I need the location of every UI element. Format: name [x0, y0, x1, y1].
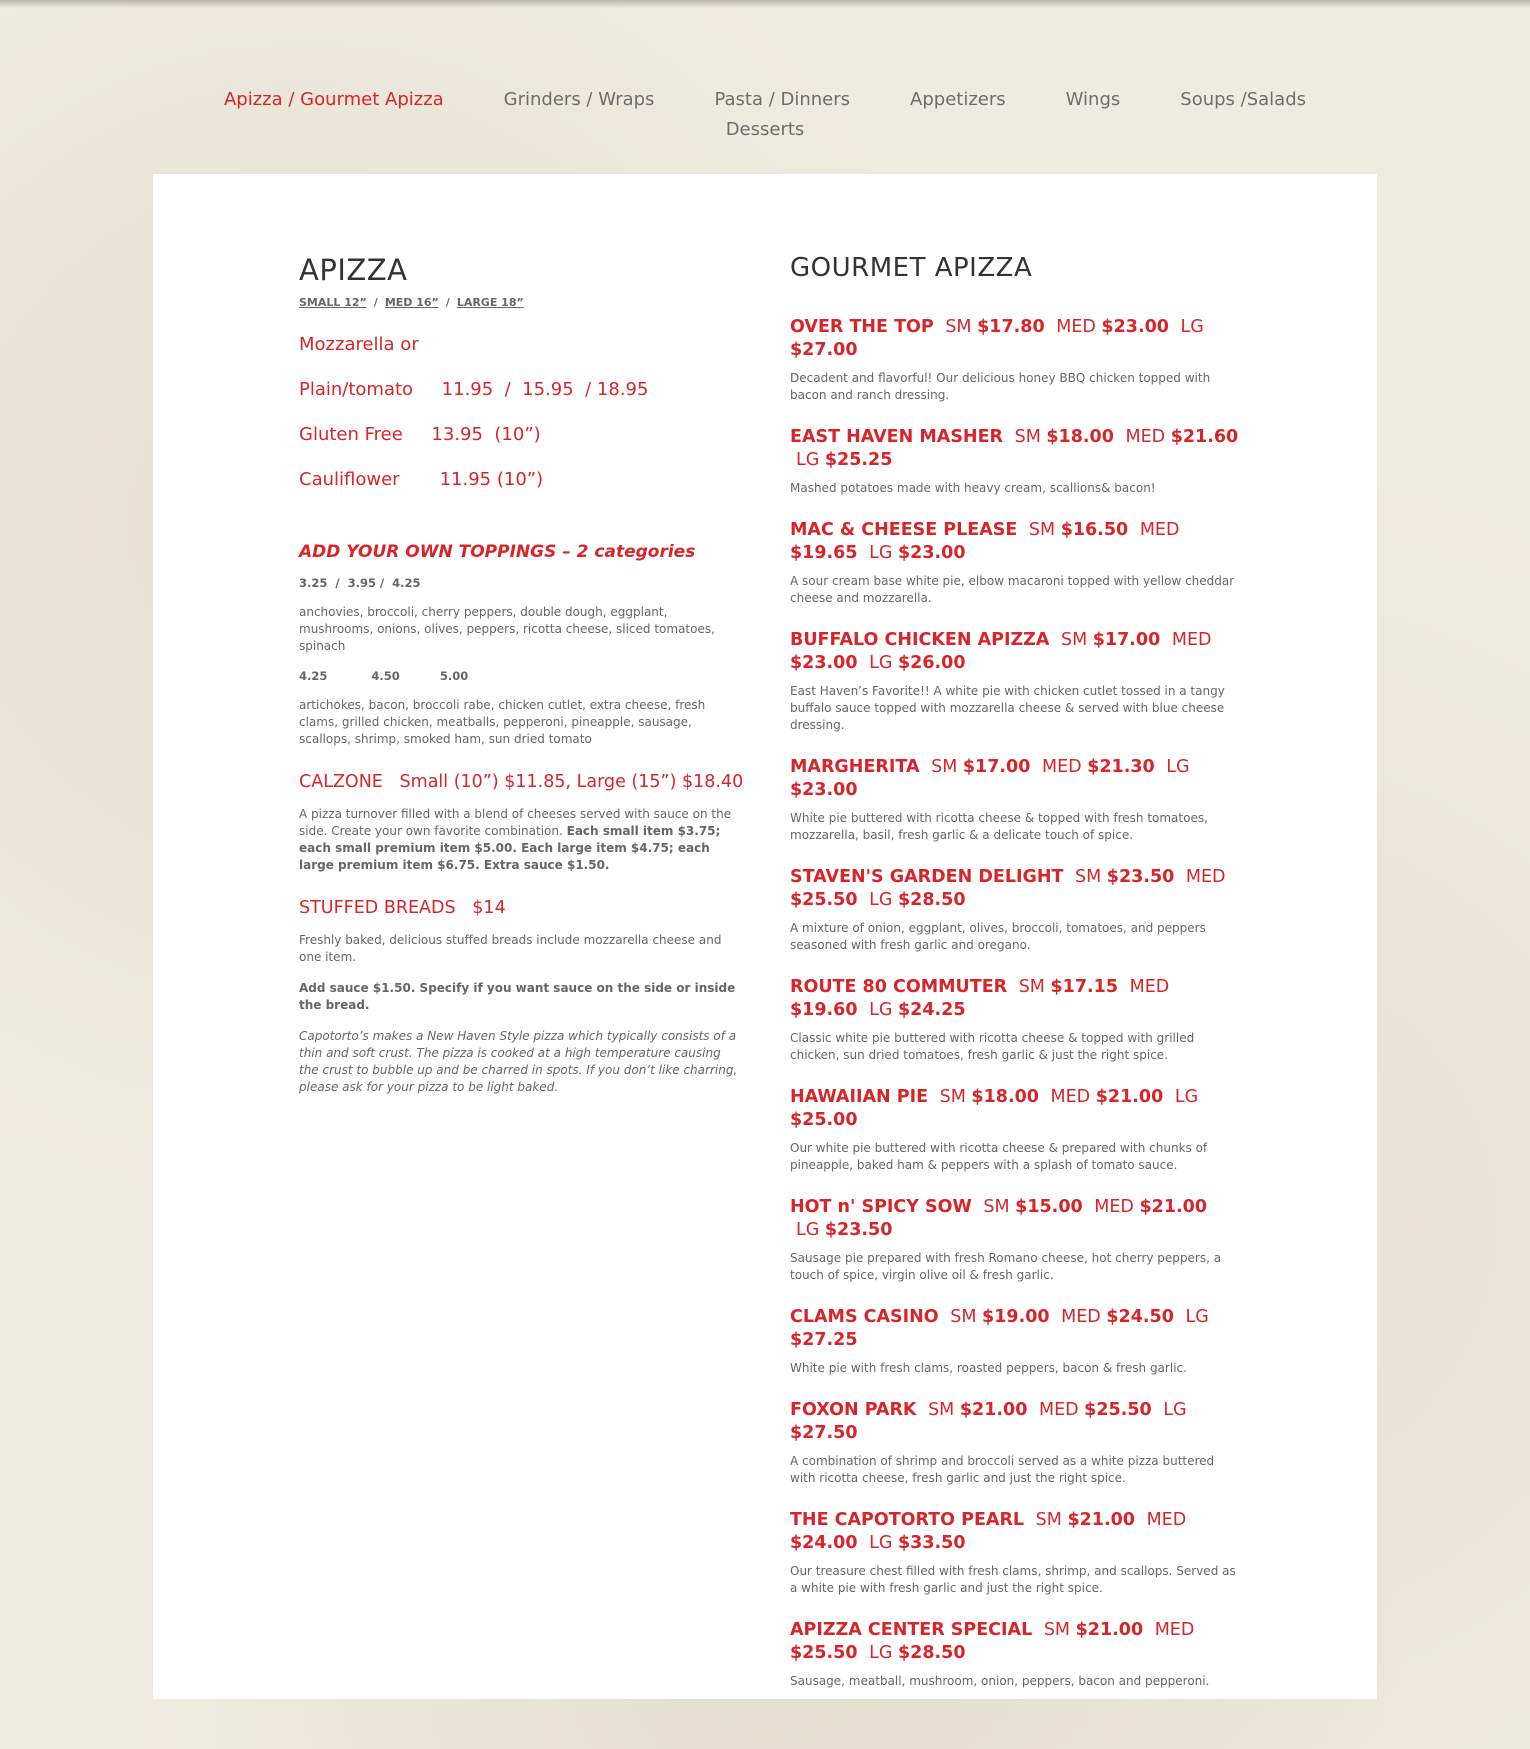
price-lg: $24.25 [897, 1000, 966, 1020]
size-label-med: MED [1185, 867, 1226, 887]
gourmet-item-description: White pie buttered with ricotta cheese & topped with fresh tomatoes, mozzarella, basil, fresh garlic & a delicate touch of spice. [790, 811, 1208, 842]
gourmet-list [790, 316, 1240, 1690]
gourmet-item-name: MAC & CHEESE PLEASE [790, 520, 1018, 540]
toppings-tier2-items: artichokes, bacon, broccoli rabe, chicken cutlet, extra cheese, fresh clams, grilled chicken, meatballs, pepperoni, pineapple, sausage, scallops, shrimp, smoked ham, sun dried tomato [299, 698, 706, 746]
size-label-med: MED [1038, 1400, 1085, 1420]
price-sm: $18.00 [971, 1087, 1039, 1107]
size-label-lg: LG [869, 1643, 898, 1663]
gourmet-item-name: STAVEN'S GARDEN DELIGHT [790, 867, 1064, 887]
price-sm: $17.00 [962, 757, 1031, 777]
gourmet-item-name: CLAMS CASINO [790, 1307, 939, 1327]
stuffed-breads-heading: STUFFED BREADS $14 [299, 898, 506, 918]
base-gluten-free: Gluten Free 13.95 (10”) [299, 424, 541, 445]
size-large: LARGE 18” [456, 296, 524, 309]
price-lg: $25.25 [824, 450, 893, 470]
price-med: $21.60 [1170, 427, 1239, 447]
calzone-desc-text: A pizza turnover filled with a blend of cheeses served with sauce on the side. Create your own favorite combination. [299, 807, 732, 838]
menu-category-nav [0, 88, 1530, 142]
size-label-lg: LG [869, 1533, 898, 1553]
size-label-sm: SM [950, 1307, 983, 1327]
size-label-sm: SM [931, 757, 963, 777]
nav-item-appetizers[interactable]: Appetizers [910, 89, 1006, 110]
size-label-sm: SM [1043, 1620, 1076, 1640]
gourmet-item-description: Mashed potatoes made with heavy cream, scallions& bacon! [790, 481, 1156, 495]
price-lg: $28.50 [897, 890, 966, 910]
gourmet-item-name: ROUTE 80 COMMUTER [790, 977, 1008, 997]
nav-item-desserts[interactable]: Desserts [725, 119, 805, 140]
size-label-med: MED [1125, 427, 1171, 447]
price-lg: $27.50 [790, 1423, 858, 1443]
size-label-med: MED [1154, 1620, 1195, 1640]
gourmet-item-description: Classic white pie buttered with ricotta cheese & topped with grilled chicken, sun dried tomatoes, fresh garlic & just the right spice. [790, 1031, 1195, 1062]
gourmet-item-description: East Haven’s Favorite!! A white pie with chicken cutlet tossed in a tangy buffalo sauce topped with mozzarella cheese & served with blue cheese dressing. [790, 684, 1225, 732]
gourmet-item-name: OVER THE TOP [790, 317, 934, 337]
price-sm: $16.50 [1060, 520, 1129, 540]
size-label-sm: SM [1028, 520, 1061, 540]
base-cauliflower: Cauliflower 11.95 (10”) [299, 469, 544, 490]
size-label-lg: LG [1180, 317, 1204, 337]
price-med: $24.50 [1106, 1307, 1174, 1327]
price-lg: $27.00 [790, 340, 858, 360]
toppings-tier1-items: anchovies, broccoli, cherry peppers, double dough, eggplant, mushrooms, onions, olives, peppers, ricotta cheese, sliced tomatoes, spinach [299, 605, 715, 653]
size-label-lg: LG [796, 1220, 825, 1240]
size-label-sm: SM [928, 1400, 960, 1420]
size-label-med: MED [1061, 1307, 1107, 1327]
size-label-med: MED [1056, 317, 1102, 337]
nav-item-grinders[interactable]: Grinders / Wraps [503, 89, 655, 110]
nav-item-soups-salads[interactable]: Soups /Salads [1180, 89, 1307, 110]
size-label-med: MED [1129, 977, 1170, 997]
size-label-med: MED [1050, 1087, 1096, 1107]
apizza-column [299, 252, 744, 1096]
gourmet-item-name: MARGHERITA [790, 757, 920, 777]
gourmet-item-name: HOT n' SPICY SOW [790, 1197, 972, 1217]
size-label-med: MED [1041, 757, 1088, 777]
size-label-med: MED [1094, 1197, 1140, 1217]
gourmet-item-heading [790, 1306, 1240, 1352]
price-lg: $23.00 [897, 543, 966, 563]
gourmet-item-description: Sausage, meatball, mushroom, onion, peppers, bacon and pepperoni. [790, 1674, 1210, 1688]
size-label-sm: SM [939, 1087, 972, 1107]
price-sm: $21.00 [1067, 1510, 1135, 1530]
price-lg: $23.00 [790, 780, 858, 800]
size-label-lg: LG [1174, 1087, 1199, 1107]
nav-row-primary [0, 88, 1530, 112]
size-label-lg: LG [869, 543, 898, 563]
gourmet-item-name: BUFFALO CHICKEN APIZZA [790, 630, 1050, 650]
size-label-lg: LG [1185, 1307, 1209, 1327]
base-plain-tomato: Plain/tomato 11.95 / 15.95 / 18.95 [299, 379, 649, 400]
stuffed-breads-description: Freshly baked, delicious stuffed breads include mozzarella cheese and one item. [299, 933, 722, 964]
gourmet-item-description: A sour cream base white pie, elbow macaroni topped with yellow cheddar cheese and mozzarella. [790, 574, 1235, 605]
gourmet-item-heading [790, 756, 1240, 802]
size-med: MED 16” [384, 296, 439, 309]
size-label-med: MED [1146, 1510, 1187, 1530]
gourmet-item-heading [790, 1196, 1240, 1242]
gourmet-item-name: HAWAIIAN PIE [790, 1087, 929, 1107]
gourmet-item-description: Decadent and flavorful! Our delicious honey BBQ chicken topped with bacon and ranch dressing. [790, 371, 1211, 402]
nav-item-wings[interactable]: Wings [1065, 89, 1121, 110]
size-label-lg: LG [869, 653, 898, 673]
gourmet-item-description: Sausage pie prepared with fresh Romano cheese, hot cherry peppers, a touch of spice, virgin olive oil & fresh garlic. [790, 1251, 1222, 1282]
toppings-tier2-prices: 4.25 4.50 5.00 [299, 669, 469, 683]
size-label-med: MED [1139, 520, 1180, 540]
price-sm: $23.50 [1106, 867, 1175, 887]
price-med: $25.50 [790, 890, 858, 910]
price-lg: $28.50 [897, 1643, 966, 1663]
toppings-tier1-prices: 3.25 / 3.95 / 4.25 [299, 576, 421, 590]
price-sm: $17.80 [977, 317, 1045, 337]
new-haven-style-note: Capotorto’s makes a New Haven Style pizza which typically consists of a thin and soft crust. The pizza is cooked at a high temperature causing the crust to bubble up and be charred in spots. If you don’t like charring, please ask for your pizza to be light baked. [299, 1029, 738, 1094]
price-med: $24.00 [790, 1533, 858, 1553]
gourmet-item-description: Our treasure chest filled with fresh clams, shrimp, and scallops. Served as a white pie with fresh garlic and just the right spice. [790, 1564, 1236, 1595]
size-label-sm: SM [945, 317, 978, 337]
size-label-sm: SM [1060, 630, 1093, 650]
menu-panel [153, 174, 1377, 1699]
gourmet-item-heading [790, 1619, 1240, 1665]
gourmet-item-name: APIZZA CENTER SPECIAL [790, 1620, 1033, 1640]
gourmet-item-heading [790, 866, 1240, 912]
size-label-sm: SM [1018, 977, 1051, 997]
price-sm: $21.00 [1075, 1620, 1144, 1640]
price-lg: $27.25 [790, 1330, 858, 1350]
calzone-description [299, 806, 739, 874]
size-label-sm: SM [1075, 867, 1107, 887]
gourmet-item-heading [790, 629, 1240, 675]
apizza-title: APIZZA [299, 253, 408, 287]
price-sm: $15.00 [1015, 1197, 1083, 1217]
calzone-desc-pricing: Each small item $3.75; each small premium item $5.00. Each large item $4.75; each large premium item $6.75. Extra sauce $1.50. [299, 824, 721, 872]
gourmet-item-name: THE CAPOTORTO PEARL [790, 1510, 1025, 1530]
size-label-sm: SM [1035, 1510, 1068, 1530]
gourmet-item-heading [790, 519, 1240, 565]
gourmet-title: GOURMET APIZZA [790, 253, 1033, 283]
price-med: $23.00 [790, 653, 858, 673]
gourmet-item-heading [790, 1509, 1240, 1555]
top-shadow [0, 0, 1530, 8]
size-label-lg: LG [869, 1000, 898, 1020]
size-label-lg: LG [796, 450, 825, 470]
price-med: $19.65 [790, 543, 858, 563]
gourmet-item-name: EAST HAVEN MASHER [790, 427, 1004, 447]
gourmet-item-heading [790, 1086, 1240, 1132]
gourmet-item-heading [790, 426, 1240, 472]
size-label-med: MED [1171, 630, 1212, 650]
gourmet-item-description: A combination of shrimp and broccoli served as a white pizza buttered with ricotta cheese, fresh garlic and just the right spice. [790, 1454, 1215, 1485]
price-lg: $25.00 [790, 1110, 858, 1130]
base-mozzarella: Mozzarella or [299, 334, 419, 355]
price-sm: $17.00 [1092, 630, 1161, 650]
price-med: $21.00 [1095, 1087, 1164, 1107]
size-label-lg: LG [1166, 757, 1190, 777]
toppings-title: ADD YOUR OWN TOPPINGS – 2 categories [299, 542, 696, 562]
size-small: SMALL 12” [299, 296, 367, 309]
nav-item-apizza[interactable]: Apizza / Gourmet Apizza [223, 89, 444, 110]
gourmet-item-name: FOXON PARK [790, 1400, 917, 1420]
stuffed-breads-note: Add sauce $1.50. Specify if you want sauce on the side or inside the bread. [299, 981, 736, 1012]
size-label-sm: SM [1014, 427, 1047, 447]
apizza-sizes: SMALL 12” / MED 16” / LARGE 18” [299, 296, 524, 309]
size-label-lg: LG [1163, 1400, 1187, 1420]
gourmet-item-description: A mixture of onion, eggplant, olives, broccoli, tomatoes, and peppers seasoned with fresh garlic and oregano. [790, 921, 1206, 952]
gourmet-item-heading [790, 316, 1240, 362]
price-med: $25.50 [790, 1643, 858, 1663]
price-lg: $26.00 [897, 653, 966, 673]
size-label-lg: LG [869, 890, 898, 910]
price-lg: $23.50 [824, 1220, 893, 1240]
price-med: $23.00 [1101, 317, 1169, 337]
price-sm: $21.00 [959, 1400, 1028, 1420]
price-med: $25.50 [1084, 1400, 1152, 1420]
gourmet-item-description: Our white pie buttered with ricotta cheese & prepared with chunks of pineapple, baked ham & peppers with a splash of tomato sauce. [790, 1141, 1208, 1172]
gourmet-item-description: White pie with fresh clams, roasted peppers, bacon & fresh garlic. [790, 1361, 1187, 1375]
gourmet-column [790, 252, 1240, 1690]
calzone-heading: CALZONE Small (10”) $11.85, Large (15”) $18.40 [299, 772, 744, 792]
price-lg: $33.50 [897, 1533, 966, 1553]
price-med: $19.60 [790, 1000, 858, 1020]
gourmet-item-heading [790, 976, 1240, 1022]
nav-row-secondary [0, 118, 1530, 142]
price-med: $21.00 [1139, 1197, 1207, 1217]
price-sm: $19.00 [982, 1307, 1050, 1327]
price-med: $21.30 [1087, 757, 1155, 777]
size-label-sm: SM [983, 1197, 1016, 1217]
price-sm: $17.15 [1050, 977, 1119, 997]
gourmet-item-heading [790, 1399, 1240, 1445]
nav-item-pasta[interactable]: Pasta / Dinners [714, 89, 851, 110]
price-sm: $18.00 [1046, 427, 1114, 447]
